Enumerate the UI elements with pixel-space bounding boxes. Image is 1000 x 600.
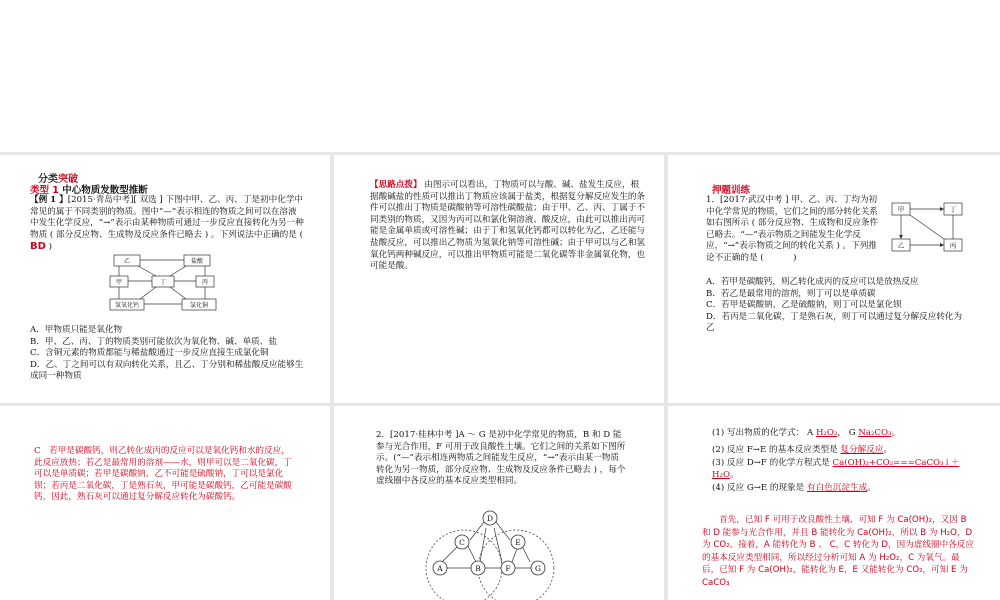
- practice-option-d: D．若丙是二氧化碳，丁是熟石灰，则丁可以通过复分解反应转化为乙: [706, 311, 963, 334]
- practice-stem-text: 1．[2017·武汉中考 ] 甲、乙、丙、丁均为初中化学常见的物质，它们之间的部分转化关系如右图所示 ( 部分反应物、生成物和反应条件已略去。“—”表示物质之间能发生化学反应，“→”表示物质之间的转化关系 ) 。下列推论不正确的是 (: [706, 195, 879, 263]
- slide-example-1: [0, 155, 330, 403]
- diagram-node-copper-chloride: 氯化铜: [189, 302, 209, 309]
- type-title: 中心物质发散型推断: [62, 185, 148, 196]
- diagram-node-ding: 丁: [159, 279, 167, 286]
- question-2: (2) 反应 F→E 的基本反应类型是 复分解反应。: [712, 444, 893, 455]
- node-e: E: [515, 538, 521, 547]
- example-stem-end: ): [48, 242, 53, 253]
- practice-answer-text: C 若甲是碳酸钙，则乙转化成丙的反应可以是氧化钙和水的反应，此反应放热；若乙是最常用的溶剂——水，则甲可以是二氧化碳，丁可以是单质碳；若甲是碳酸钠，乙不可能是硫酸钠，丁可以是氯化钡；若丙是二氧化碳，丁是熟石灰，甲可能是碳酸钙，乙可能是碳酸钙，因此，熟石灰可以通过复分解反应转化为碳酸钙。: [34, 446, 292, 503]
- practice-title: 押题训练: [712, 185, 751, 196]
- question-3-value: Ca(OH)₂+CO₂===CaCO₃↓＋H₂O: [712, 458, 960, 480]
- question-2-value: 复分解反应: [840, 444, 884, 455]
- slide-practice-2: [334, 406, 664, 600]
- practice-node-yi: 乙: [897, 241, 905, 250]
- node-d: D: [486, 514, 494, 523]
- example-stem: [30, 195, 305, 254]
- slide-practice-2-answer: [668, 406, 1000, 600]
- practice-options: [706, 277, 968, 335]
- node-f: F: [505, 564, 511, 573]
- diagram-node-hydrochloric-acid: 盐酸: [190, 258, 204, 265]
- option-d: D．乙、丁之间可以有双向转化关系，且乙、丁分别和稀盐酸反应能够生成同一种物质: [30, 359, 304, 382]
- option-c: C．含铜元素的物质都能与稀盐酸通过一步反应直接生成氯化铜: [30, 348, 269, 359]
- question-4: (4) 反应 G→E 的现象是 有白色沉淀生成。: [712, 483, 876, 494]
- question-1: (1) 写出物质的化学式： A H₂O₂， G Na₂CO₃。: [712, 428, 901, 438]
- question-3: (3) 反应 D→F 的化学方程式是 Ca(OH)₂+CO₂===CaCO₃↓＋H₂O。: [712, 458, 960, 480]
- question-1-prefix: (1) 写出物质的化学式：: [712, 428, 805, 438]
- slide-practice-1: [668, 155, 1000, 403]
- section-title-prefix: 分类: [38, 174, 58, 185]
- hint-text: 由图示可以看出，丁物质可以与酸、碱、盐发生反应，根据酸碱盐的性质可以推出丁物质应该属于盐类，根据复分解反应发生的条件可以推出丁物质是碳酸钠等可溶性碳酸盐；由于甲、乙、丙、丁属于不同类别的物质，又因为丙可以和氯化铜溶液、酸反应，由此可以推出丙可能是金属单质或可溶性碱；由于丁和氢氧化钙都可以转化为乙，乙还能与盐酸反应，可以推出乙物质为氢氧化钠等可溶性碱；由于甲可以与乙和氢氧化钙两种碱反应，可以推出甲物质可能是二氧化碳等非金属氧化物，也可能是酸。: [370, 180, 646, 272]
- practice-stem-end: ): [793, 252, 797, 263]
- option-b: B．甲、乙、丙、丁的物质类别可能依次为氧化物、碱、单质、盐: [30, 336, 277, 347]
- hint-paragraph: [370, 180, 645, 273]
- practice-2-diagram: [422, 506, 558, 600]
- type-label: 类型 1: [30, 185, 59, 196]
- question-1-g-label: G: [848, 428, 856, 438]
- node-a: A: [437, 564, 443, 573]
- practice-option-c: C．若甲是碳酸钠，乙是硫酸钠，则丁可以是氯化钡: [706, 300, 902, 311]
- example-answer: BD: [30, 241, 46, 253]
- practice-2-stem: 2．[2017·桂林中考 ]A ～ G 是初中化学常见的物质，B 和 D 能参与光合作用，F 可用于改良酸性土壤。它们之间的关系如下图所示。(“—”表示相连两物质之间能发生反应，“→”表示由某一物质转化为另一物质，部分反应物、生成物及反应条件已略去 ) ，每个虚线圈中各反应的基本反应类型相同。: [376, 430, 626, 487]
- practice-node-jia: 甲: [897, 205, 905, 214]
- question-1-a-value: H₂O₂: [815, 428, 838, 438]
- option-a: A．甲物质只能是氧化物: [30, 325, 123, 335]
- type-heading: [30, 182, 148, 196]
- hint-tag: 【思路点拨】: [370, 180, 422, 190]
- diagram-node-jia: 甲: [115, 279, 123, 286]
- question-4-prefix: (4) 反应 G→E 的现象是: [712, 483, 805, 494]
- practice-relation-diagram: [886, 197, 968, 257]
- diagram-node-calcium-hydroxide: 氢氧化钙: [114, 302, 140, 309]
- section-title-highlight: 突破: [58, 174, 78, 185]
- question-3-prefix: (3) 反应 D→F 的化学方程式是: [712, 458, 830, 469]
- analysis-text: 首先，已知 F 可用于改良酸性土壤，可知 F 为 Ca(OH)₂，又因 B 和 D 能参与光合作用，并且 B 能转化为 Ca(OH)₂，所以 B 为 H₂O，D 为 CO₂。接着，A 能转化为 B 、 C，C 转化为 D，因为虚线圈中各反应的基本反应类型相同，所以经过分析可知 A 为 H₂O₂，C 为氧气。最后，已知 F 为 Ca(OH)₂，能转化为 E，E 又能转化为 CO₂，可知 E 为 CaCO₃: [702, 515, 974, 588]
- example-stem-text: [2015·青岛中考][ 双选 ] 下图中甲、乙、丙、丁是初中化学中常见的属于不同类别的物质。图中“—”表示相连的物质之间可以在溶液中发生化学反应，“→”表示由某种物质可通过一步反应直接转化为另一种物质 ( 部分反应物、生成物及反应条件已略去 ) 。下列说法中正确的是 (: [30, 195, 304, 240]
- node-g: G: [535, 564, 541, 573]
- question-1-a-label: A: [806, 428, 814, 438]
- question-4-value: 有白色沉淀生成: [807, 483, 868, 494]
- question-2-prefix: (2) 反应 F→E 的基本反应类型是: [712, 444, 838, 455]
- practice-option-a: A．若甲是碳酸钙，则乙转化成丙的反应可以是放热反应: [706, 277, 919, 287]
- practice-node-bing: 丙: [949, 241, 957, 250]
- answer-questions: [712, 428, 974, 495]
- diagram-node-bing: 丙: [201, 279, 209, 286]
- practice-option-b: B．若乙是最常用的溶剂，则丁可以是单质碳: [706, 288, 876, 299]
- question-1-g-value: Na₂CO₃: [858, 428, 892, 438]
- practice-stem: [706, 195, 881, 265]
- practice-node-ding: 丁: [949, 205, 957, 214]
- diagram-node-yi: 乙: [123, 258, 131, 265]
- slide-practice-1-answer: [0, 406, 330, 600]
- example-options: [30, 325, 308, 383]
- node-c: C: [459, 538, 465, 547]
- blank-top-area: [0, 0, 1000, 152]
- node-b: B: [475, 564, 481, 573]
- example-tag: 【例 1 】: [30, 195, 68, 205]
- slide-hint: [334, 155, 664, 403]
- substance-relation-diagram: [108, 253, 218, 313]
